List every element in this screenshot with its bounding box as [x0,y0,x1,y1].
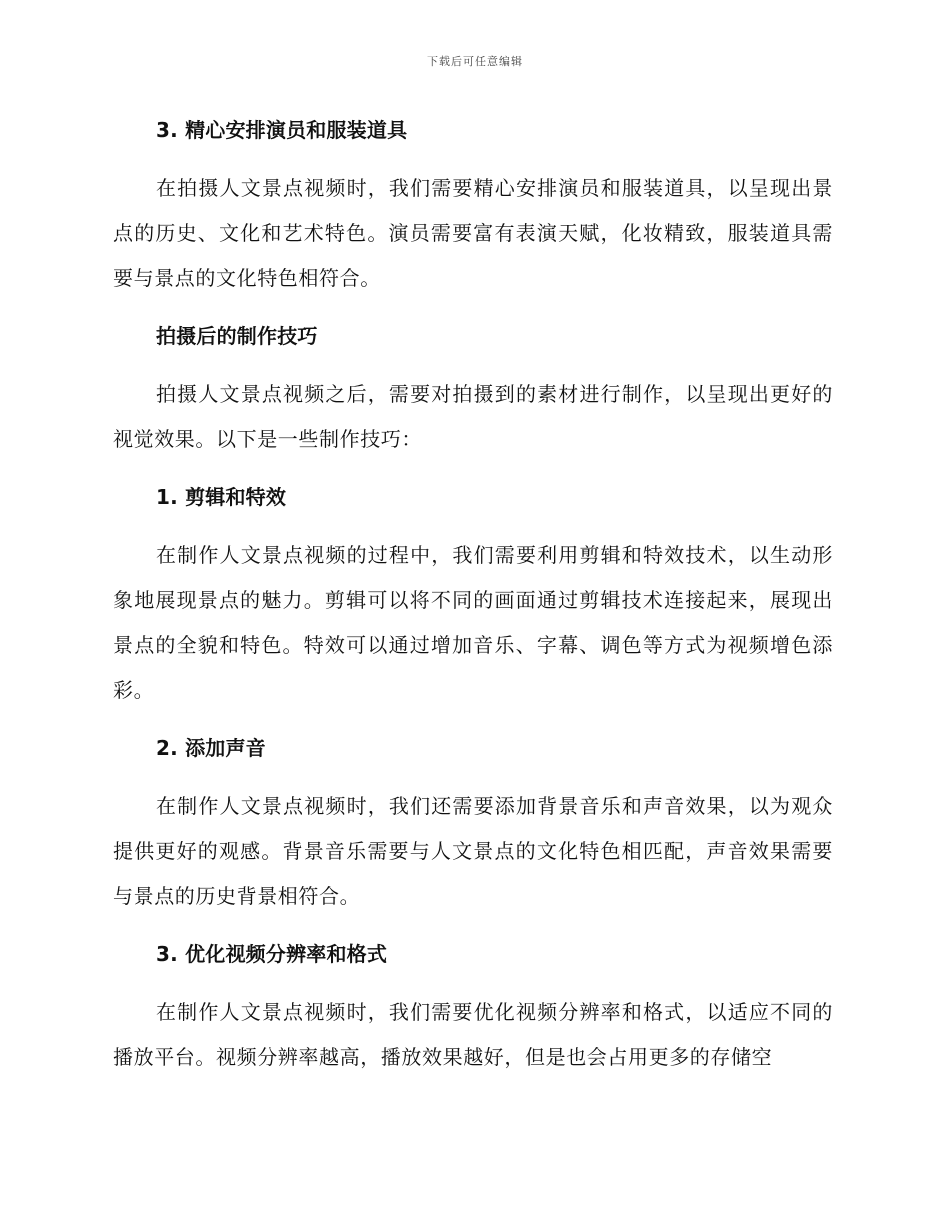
section-heading-actors-costumes: 3. 精心安排演员和服装道具 [156,118,408,142]
paragraph-add-sound: 在制作人文景点视频时，我们还需要添加背景音乐和声音效果，以为观众提供更好的观感。背景音乐需要与人文景点的文化特色相匹配，声音效果需要与景点的历史背景相符合。 [113,794,833,908]
paragraph-post-production-intro: 拍摄人文景点视频之后，需要对拍摄到的素材进行制作，以呈现出更好的视觉效果。以下是一些制作技巧： [113,382,833,451]
section-heading-post-production: 拍摄后的制作技巧 [156,324,318,348]
page-header: 下载后可任意编辑 [427,55,523,68]
paragraph-actors-costumes: 在拍摄人文景点视频时，我们需要精心安排演员和服装道具，以呈现出景点的历史、文化和艺术特色。演员需要富有表演天赋，化妆精致，服装道具需要与景点的文化特色相符合。 [113,176,833,290]
paragraph-editing-effects: 在制作人文景点视频的过程中，我们需要利用剪辑和特效技术，以生动形象地展现景点的魅力。剪辑可以将不同的画面通过剪辑技术连接起来，展现出景点的全貌和特色。特效可以通过增加音乐、字幕、调色等方式为视频增色添彩。 [113,543,833,702]
document-body [113,108,833,1080]
section-heading-add-sound: 2. 添加声音 [156,736,266,760]
section-heading-editing-effects: 1. 剪辑和特效 [156,485,287,509]
section-heading-resolution-format: 3. 优化视频分辨率和格式 [156,942,388,966]
paragraph-resolution-format: 在制作人文景点视频时，我们需要优化视频分辨率和格式，以适应不同的播放平台。视频分辨率越高，播放效果越好，但是也会占用更多的存储空 [113,1000,833,1069]
